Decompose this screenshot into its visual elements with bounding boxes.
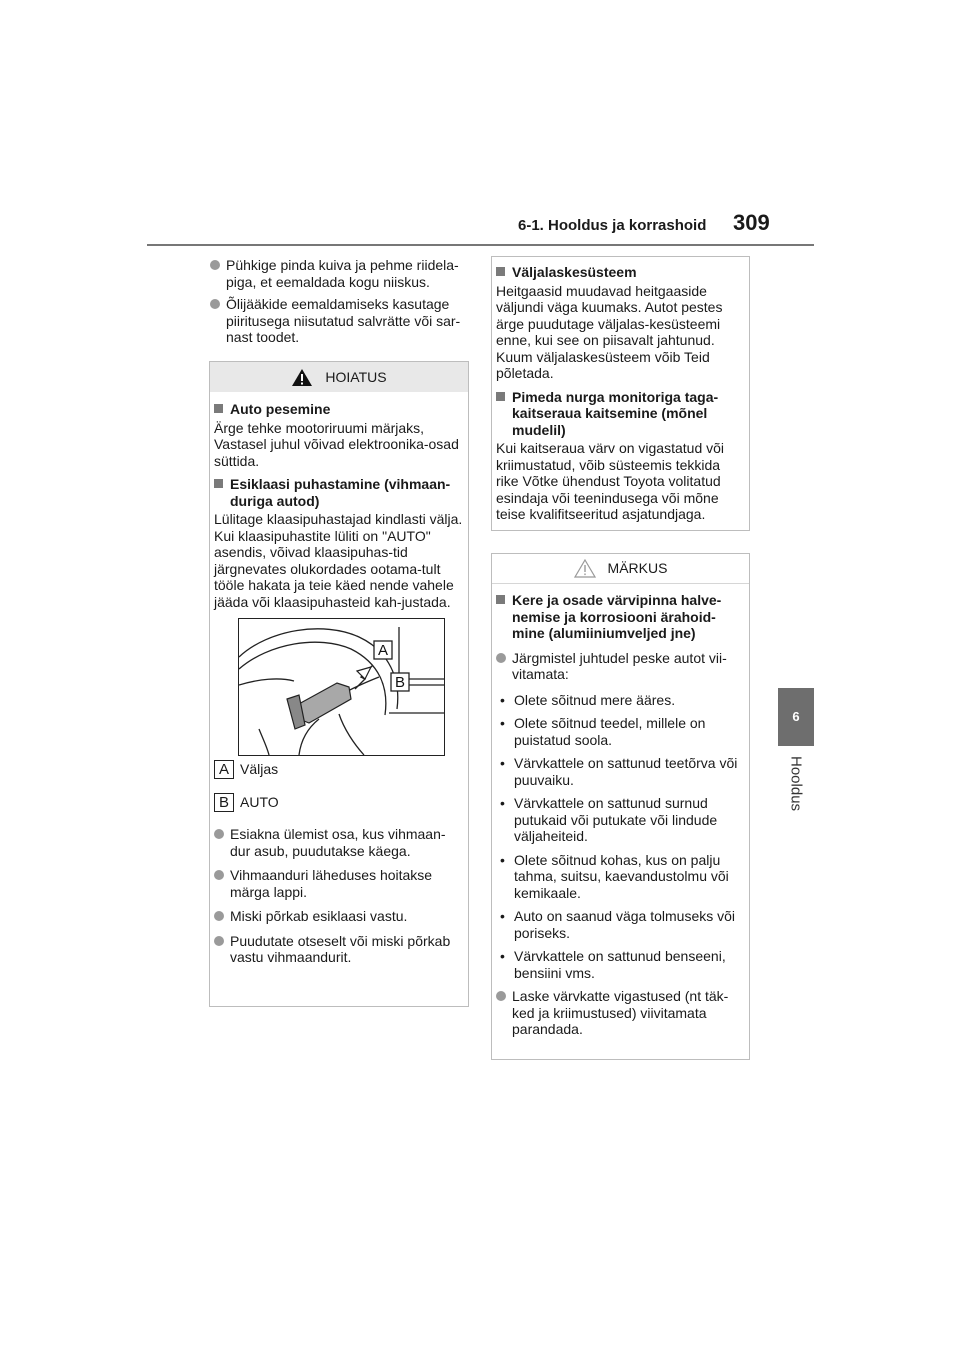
bullet-icon	[214, 870, 224, 880]
notice-title: MÄRKUS	[607, 560, 668, 577]
list-item: Esiakna ülemist osa, kus vihmaan-dur asub, puudutakse käega.	[214, 826, 464, 859]
list-item: Järgmistel juhtudel peske autot vii-vitamata:	[496, 650, 745, 683]
figure-label-a: A	[377, 642, 389, 659]
square-bullet-icon	[496, 392, 505, 401]
list-item: • Olete sõitnud teedel, millele on puistatud soola.	[500, 715, 706, 748]
paragraph: Lülitage klaasipuhastajad kindlasti välja. Kui klaasipuhastite lüliti on "AUTO" asendis, võivad klaasipuhas-tid järgnevates olukordades ootama-tult tööle hakata ja teie käed nende vahele jääda või klaasipuhasteid kah-justada.	[214, 511, 463, 610]
list-item: Laske värvkatte vigastused (nt täk-ked ja kriimustused) viivitamata parandada.	[496, 988, 745, 1038]
list-item: • Värvkattele on sattunud surnud putukaid või putukate või lindude väljaheiteid.	[500, 795, 718, 844]
callout-a-text: Väljas	[240, 761, 279, 778]
warning-header	[210, 362, 468, 392]
callout-b-text: AUTO	[240, 794, 279, 811]
callout-a-tag: A	[214, 760, 234, 779]
warning-icon	[291, 368, 313, 387]
list-item: • Olete sõitnud kohas, kus on palju tahma, suitsu, kaevandustolmu või kemikaale.	[500, 851, 729, 901]
paragraph: Heitgaasid muudavad heitgaaside väljundi väga kuumaks. Autot pestes ärge puudutage väljalas-kesüsteemi enne, kui see on piisavalt jahtunud. Kuum väljalaskesüsteem võib Teid põletada.	[496, 282, 723, 381]
list-item: Miski põrkab esiklaasi vastu.	[214, 908, 464, 925]
callout-b-tag: B	[214, 793, 234, 812]
warning-box	[209, 361, 469, 1007]
subsection-heading: Esiklaasi puhastamine (vihmaan-duriga autod)	[214, 476, 464, 509]
bullet-icon	[496, 991, 506, 1001]
chapter-tab: 6	[778, 688, 814, 746]
list-item: • Auto on saanud väga tolmuseks või poriseks.	[500, 908, 736, 941]
notice-header	[492, 554, 749, 584]
square-bullet-icon	[496, 267, 505, 276]
warning-title: HOIATUS	[325, 368, 387, 385]
figure-label-b: B	[394, 674, 406, 691]
paragraph: Kui kaitseraua värv on vigastatud või kriimustatud, võib süsteemis tekkida rike Võtke ühendust Toyota volitatud esindaja või teenindusega või mõne teise kvalifitseeritud asjatundjaga.	[496, 440, 725, 522]
wiper-switch-illustration	[238, 618, 445, 756]
paragraph: Ärge tehke mootoriruumi märjaks, Vastasel juhul võivad elektroonika-osad süttida.	[214, 419, 459, 469]
header-divider	[147, 244, 814, 246]
section-title: 6-1. Hooldus ja korrashoid	[518, 217, 707, 234]
subsection-heading: Kere ja osade värvipinna halve-nemise ja korrosiooni ärahoid-mine (alumiiniumveljed jne)	[496, 592, 745, 642]
square-bullet-icon	[214, 404, 223, 413]
bullet-icon	[214, 936, 224, 946]
list-item: Pühkige pinda kuiva ja pehme riidela-piga, et eemaldada kogu niiskus.	[210, 257, 469, 290]
callout-b	[214, 793, 464, 812]
bullet-icon	[496, 653, 506, 663]
subsection-heading: Pimeda nurga monitoriga taga-kaitseraua kaitsemine (mõnel mudelil)	[496, 389, 745, 439]
bullet-icon	[210, 260, 220, 270]
list-item: • Värvkattele on sattunud benseeni, bensiini vms.	[500, 948, 726, 981]
bullet-icon	[210, 299, 220, 309]
list-item: Puudutate otseselt või miski põrkab vastu vihmaandurit.	[214, 933, 464, 966]
list-item: Õlijääkide eemaldamiseks kasutage piiritusega niisutatud salvrätte või sar-nast toodet.	[210, 296, 469, 346]
bullet-icon	[214, 911, 224, 921]
subsection-heading: Väljalaskesüsteem	[496, 264, 745, 281]
list-item: • Olete sõitnud mere ääres.	[500, 691, 676, 708]
callout-a	[214, 760, 464, 779]
chapter-label: Hooldus	[787, 756, 805, 812]
intro-list	[210, 257, 469, 352]
bullet-icon	[214, 829, 224, 839]
square-bullet-icon	[496, 595, 505, 604]
page-number: 309	[733, 210, 770, 235]
list-item: • Värvkattele on sattunud teetõrva või puuvaiku.	[500, 755, 738, 788]
warning-continuation-box	[491, 256, 750, 531]
list-item: Vihmaanduri läheduses hoitakse märga lappi.	[214, 867, 464, 900]
caution-outline-icon	[574, 559, 596, 578]
notice-box	[491, 553, 750, 1060]
square-bullet-icon	[214, 479, 223, 488]
subsection-heading: Auto pesemine	[214, 401, 464, 418]
